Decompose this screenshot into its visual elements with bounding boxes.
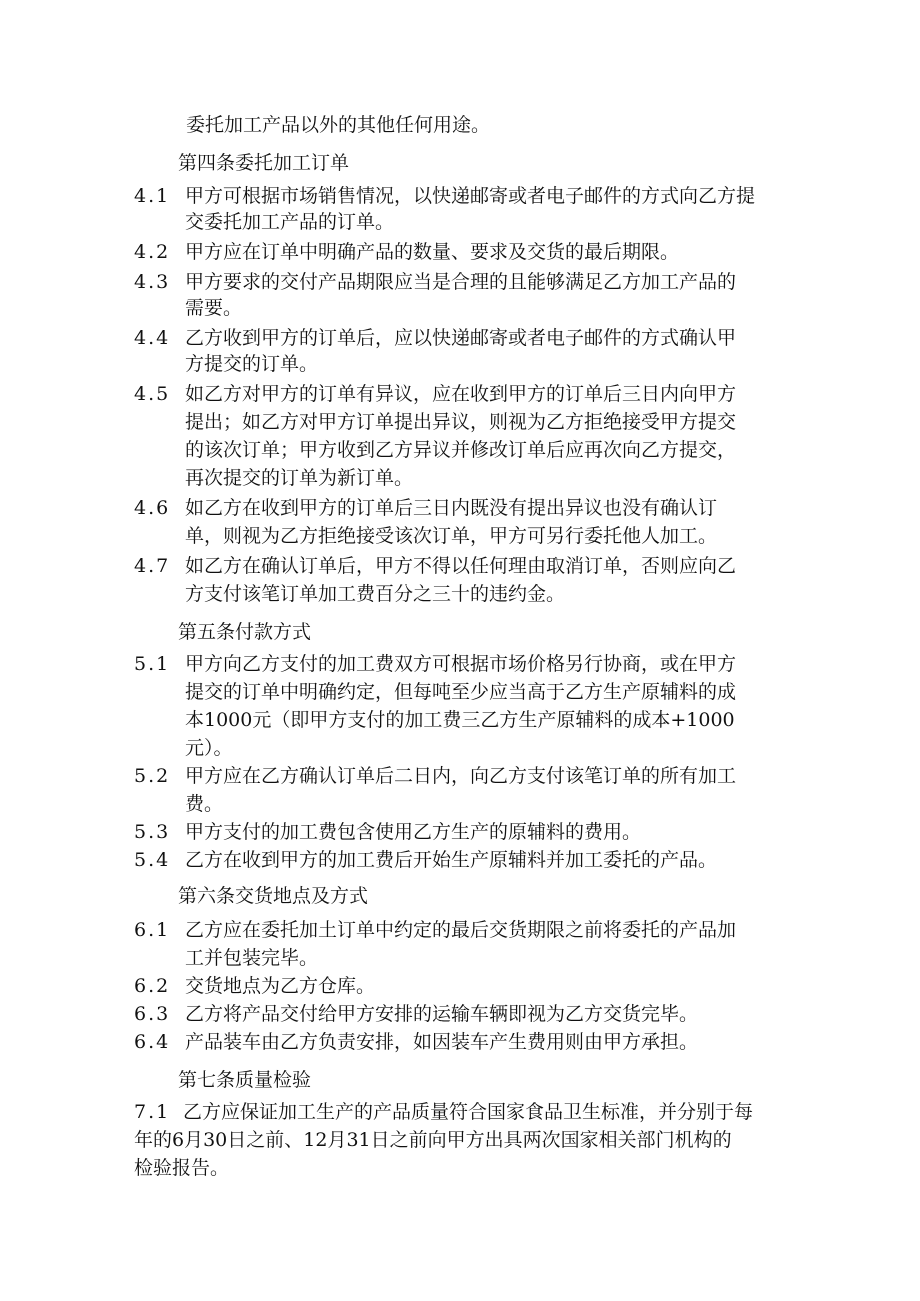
clause-text: 费。 <box>185 793 224 815</box>
clause-text: 的该次订单；甲方收到乙方异议并修改订单后应再次向乙方提交， <box>185 439 737 461</box>
clause-text: 方支付该笔订单加工费百分之三十的违约金。 <box>185 583 566 605</box>
clause-text: 乙方在收到甲方的加工费后开始生产原辅料并加工委托的产品。 <box>185 849 718 871</box>
clause-text: 提交的订单中明确约定，但每吨至少应当高于乙方生产原辅料的成 <box>185 681 737 703</box>
clause-number: 4.6 <box>134 497 171 519</box>
clause-text: 甲方可根据市场销售情况，以快递邮寄或者电子邮件的方式向乙方提 <box>185 185 756 207</box>
clause-text: 乙方应保证加工生产的产品质量符合国家食品卫生标准，并分别于每 <box>183 1101 754 1123</box>
clause-text: 再次提交的订单为新订单。 <box>185 467 414 489</box>
clause-text: 甲方要求的交付产品期限应当是合理的且能够满足乙方加工产品的 <box>185 271 737 293</box>
clause-text: 乙方应在委托加土订单中约定的最后交货期限之前将委托的产品加 <box>185 919 737 941</box>
clause-number: 5.2 <box>134 765 171 787</box>
clause-number: 5.3 <box>134 821 171 843</box>
clause-text: 检验报告。 <box>134 1157 230 1179</box>
section-heading-7: 第七条质量检验 <box>178 1069 312 1091</box>
section-heading-6: 第六条交货地点及方式 <box>178 885 369 907</box>
clause-number: 6.1 <box>134 919 171 941</box>
clause-number: 4.1 <box>134 185 171 207</box>
section-heading-5: 第五条付款方式 <box>178 621 312 643</box>
clause-number: 4.3 <box>134 271 171 293</box>
clause-text: 单，则视为乙方拒绝接受该次订单，甲方可另行委托他人加工。 <box>185 525 718 547</box>
clause-text: 如乙方在收到甲方的订单后三日内既没有提出异议也没有确认订 <box>185 497 718 519</box>
clause-number: 4.2 <box>134 241 171 263</box>
continuation-text: 委托加工产品以外的其他任何用途。 <box>186 114 491 136</box>
clause-text: 甲方应在乙方确认订单后二日内，向乙方支付该笔订单的所有加工 <box>185 765 737 787</box>
clause-number: 6.3 <box>134 1003 171 1025</box>
clause-text: 甲方支付的加工费包含使用乙方生产的原辅料的费用。 <box>185 821 642 843</box>
clause-text: 元）。 <box>185 737 233 759</box>
clause-number: 5.1 <box>134 653 171 675</box>
section-heading-4: 第四条委托加工订单 <box>178 152 350 174</box>
clause-text: 需要。 <box>185 297 243 319</box>
clause-text: 提出；如乙方对甲方订单提出异议，则视为乙方拒绝接受甲方提交 <box>185 411 737 433</box>
clause-number: 6.2 <box>134 975 171 997</box>
clause-number: 4.5 <box>134 383 171 405</box>
clause-number: 7.1 <box>134 1101 171 1123</box>
clause-text: 如乙方对甲方的订单有异议，应在收到甲方的订单后三日内向甲方 <box>185 383 737 405</box>
clause-text: 产品装车由乙方负责安排，如因装车产生费用则由甲方承担。 <box>185 1031 699 1053</box>
clause-number: 5.4 <box>134 849 171 871</box>
clause-text: 乙方将产品交付给甲方安排的运输车辆即视为乙方交货完毕。 <box>185 1003 699 1025</box>
clause-text: 乙方收到甲方的订单后，应以快递邮寄或者电子邮件的方式确认甲 <box>185 327 737 349</box>
clause-text: 工并包装完毕。 <box>185 947 319 969</box>
clause-text: 交货地点为乙方仓库。 <box>185 975 376 997</box>
clause-number: 4.7 <box>134 555 171 577</box>
clause-text: 甲方应在订单中明确产品的数量、要求及交货的最后期限。 <box>185 241 680 263</box>
clause-text: 本1000元（即甲方支付的加工费三乙方生产原辅料的成本+1000 <box>185 709 735 731</box>
clause-text: 年的6月30日之前、12月31日之前向甲方出具两次国家相关部门机构的 <box>134 1129 732 1151</box>
clause-number: 4.4 <box>134 327 171 349</box>
clause-text: 如乙方在确认订单后，甲方不得以任何理由取消订单，否则应向乙 <box>185 555 737 577</box>
clause-number: 6.4 <box>134 1031 171 1053</box>
clause-text: 甲方向乙方支付的加工费双方可根据市场价格另行协商，或在甲方 <box>185 653 737 675</box>
clause-text: 方提交的订单。 <box>185 353 319 375</box>
clause-text: 交委托加工产品的订单。 <box>185 211 395 233</box>
